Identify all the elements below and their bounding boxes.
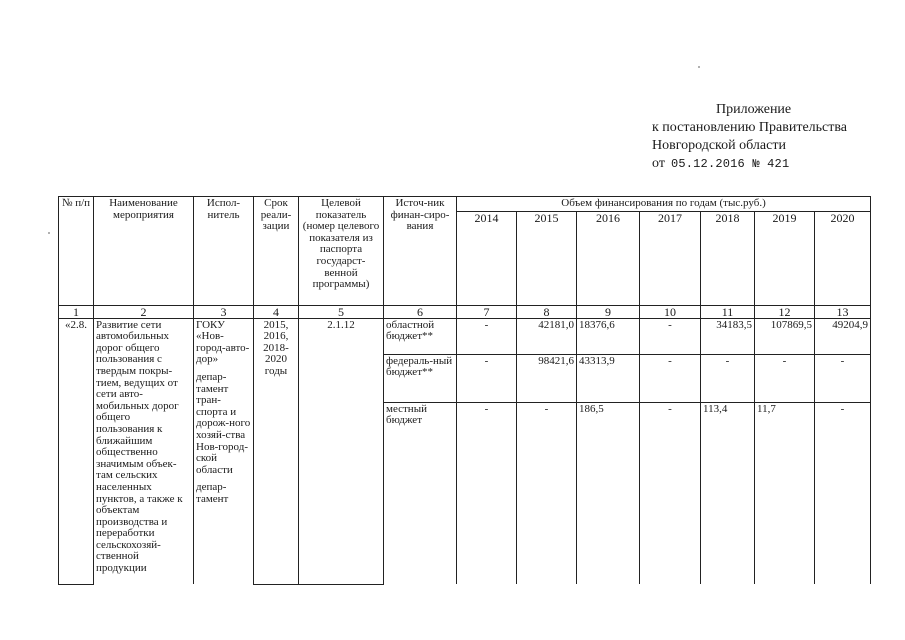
value-cell: -: [815, 354, 871, 402]
term-cell: 2015, 2016, 2018-2020 годы: [254, 318, 299, 584]
column-number: 2: [94, 305, 194, 318]
header-source: Источ-ник финан-сиро-вания: [384, 197, 457, 306]
value-cell: 98421,6: [517, 354, 577, 402]
column-numbers-row: [59, 305, 871, 318]
column-number: 8: [517, 305, 577, 318]
executor-department-continued: депар-тамент: [196, 481, 229, 505]
value-cell: -: [815, 402, 871, 584]
funding-table: [58, 196, 871, 585]
header-year: 2017: [640, 211, 701, 305]
appendix-line-region: Новгородской области: [652, 138, 786, 153]
value-cell: 186,5: [577, 402, 640, 584]
target-cell: 2.1.12: [299, 318, 384, 584]
column-number: 11: [701, 305, 755, 318]
table-row: [59, 318, 871, 354]
value-cell: 43313,9: [577, 354, 640, 402]
header-year: 2018: [701, 211, 755, 305]
column-number: 6: [384, 305, 457, 318]
appendix-line-decree: к постановлению Правительства: [652, 120, 848, 135]
value-cell: -: [457, 318, 517, 354]
header-executor: Испол-нитель: [194, 197, 254, 306]
appendix-date-line: [652, 155, 892, 173]
column-number: 1: [59, 305, 94, 318]
value-cell: -: [701, 354, 755, 402]
column-number: 9: [577, 305, 640, 318]
column-number: 7: [457, 305, 517, 318]
value-cell: -: [640, 402, 701, 584]
value-cell: 34183,5: [701, 318, 755, 354]
appendix-title: Приложение: [716, 102, 792, 117]
executor-primary: ГОКУ «Нов-город-авто-дор»: [196, 318, 250, 366]
header-funding: Объем финансирования по годам (тыс.руб.): [457, 197, 871, 212]
value-cell: -: [640, 318, 701, 354]
header-year: 2014: [457, 211, 517, 305]
value-cell: 42181,0: [517, 318, 577, 354]
value-cell: -: [517, 402, 577, 584]
source-local: местный бюджет: [384, 402, 457, 584]
row-number: «2.8.: [59, 318, 94, 584]
value-cell: 11,7: [755, 402, 815, 584]
column-number: 4: [254, 305, 299, 318]
column-number: 13: [815, 305, 871, 318]
header-term: Срок реали-зации: [254, 197, 299, 306]
scan-speck: [48, 232, 50, 234]
activity-name: Развитие сети автомобильных дорог общего пользования с твердым покры-тием, ведущих от сети авто-мобильных дорог общего пользования к ближайшим общественно значимым объек-там сельских населенных пунктов, а также к объектам производства и переработки сельскохозяй-ственной продукции: [94, 318, 194, 584]
column-number: 12: [755, 305, 815, 318]
source-federal: федераль-ный бюджет**: [384, 354, 457, 402]
scan-speck: [698, 66, 700, 68]
value-cell: 18376,6: [577, 318, 640, 354]
value-cell: -: [457, 402, 517, 584]
source-regional: областной бюджет**: [384, 318, 457, 354]
column-number: 3: [194, 305, 254, 318]
column-number: 10: [640, 305, 701, 318]
value-cell: -: [640, 354, 701, 402]
executor-cell: [194, 318, 254, 584]
column-number: 5: [299, 305, 384, 318]
header-year: 2020: [815, 211, 871, 305]
executor-department: депар-тамент тран-спорта и дорож-ного хозяй-ства Нов-город-ской области: [196, 370, 251, 476]
value-cell: -: [755, 354, 815, 402]
value-cell: 49204,9: [815, 318, 871, 354]
date-prefix: от: [652, 156, 665, 171]
value-cell: 113,4: [701, 402, 755, 584]
header-year: 2015: [517, 211, 577, 305]
header-name: Наименование мероприятия: [94, 197, 194, 306]
appendix-block: [652, 101, 892, 173]
header-year: 2019: [755, 211, 815, 305]
header-target: Целевой показатель (номер целевого показателя из паспорта государст-венной программы): [299, 197, 384, 306]
header-num: № п/п: [59, 197, 94, 306]
value-cell: -: [457, 354, 517, 402]
date-value: 05.12.2016 № 421: [670, 157, 790, 171]
value-cell: 107869,5: [755, 318, 815, 354]
header-year: 2016: [577, 211, 640, 305]
